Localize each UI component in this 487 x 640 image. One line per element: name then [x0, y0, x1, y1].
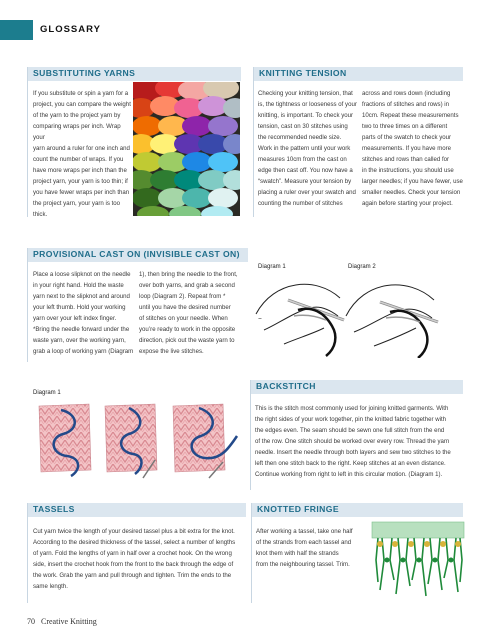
knotted-fringe-heading: KNOTTED FRINGE	[257, 504, 339, 514]
divider	[27, 503, 28, 603]
provisional-cast-on-heading: PROVISIONAL CAST ON (INVISIBLE CAST ON)	[33, 249, 240, 259]
knitting-tension-text-col2: across and rows down (including fractions of stitches and rows) in 10cm. Repeat these measurements two to three times on a different parts of the swatch to check your measurements. If you have more stitches and rows than called for in the instructions, you should use larger needles; if you have fewer, use smaller needles. Check your tension again before starting your project.	[362, 90, 463, 207]
page-title: GLOSSARY	[40, 24, 101, 35]
substituting-yarns-heading-bar	[27, 67, 241, 81]
backstitch-diagram-1	[33, 400, 243, 480]
tassels-heading: TASSELS	[33, 504, 75, 514]
provisional-cast-on-heading-bar	[27, 248, 248, 262]
knitting-tension-heading: KNITTING TENSION	[259, 68, 347, 78]
knotted-fringe-text: After working a tassel, take one half of the strands from each tassel and knot them with half the strands from the neighbouring tassel. Trim.	[256, 528, 353, 568]
yarn-skeins-photo	[133, 82, 240, 216]
divider	[250, 380, 251, 490]
provisional-diagram-1	[254, 272, 346, 358]
header-accent-tab	[0, 20, 33, 40]
provisional-diagram-2-label: Diagram 2	[348, 264, 376, 270]
provisional-cast-on-text-col2: 1), then bring the needle to the front, over both yarns, and grab a second loop (Diagram 2). Repeat from * until you have the desired number of stitches on your needle. When you’re ready to work in the opposite direction, pick out the waste yarn to expose the live stitches.	[139, 271, 238, 355]
substituting-yarns-text: If you substitute or spin a yarn for a project, you can compare the weight of the yarn to the project yarn by comparing wraps per inch. Wrap your yarn around a ruler for one inch and count the number of wraps. If you have more wraps per inch than the project yarn, your yarn is too thin; if you have fewer wraps per inch than the project yarn, your yarn is too thick.	[33, 90, 131, 218]
svg-text:⌢: ⌢	[258, 316, 262, 322]
knotted-fringe-illustration	[370, 520, 466, 606]
backstitch-text: This is the stitch most commonly used for joining knitted garments. With the right sides of your work together, pin the knitted fabric together with the edges even. The seam should be sewn one full stitch from the end of the row. One stitch should be worked over every row. Thread the yarn needle. Insert the needle through both layers and sew two stitches to the left then one stitch back to the right. Keep stitches at an even distance. Continue working from right to left in this circular motion. (Diagram 1).	[255, 405, 451, 478]
knotted-fringe-heading-bar	[251, 503, 463, 517]
divider	[253, 67, 254, 217]
tassels-text: Cut yarn twice the length of your desired tassel plus a bit extra for the knot. According to the desired thickness of the tassel, select a number of lengths of yarn. Fold the lengths of yarn in half over a crochet hook. On the wrong side, insert the crochet hook from the front to the back through the edge of the work. Grab the yarn and pull through and tighten. Trim the ends to the same length.	[33, 528, 236, 590]
page-number: 70	[27, 617, 35, 626]
divider	[251, 503, 252, 603]
backstitch-heading-bar	[250, 380, 463, 394]
backstitch-heading: BACKSTITCH	[256, 381, 316, 391]
magazine-name: Creative Knitting	[41, 617, 97, 626]
divider	[27, 248, 28, 362]
backstitch-diagram-1-label: Diagram 1	[33, 390, 61, 396]
provisional-cast-on-text-col1: Place a loose slipknot on the needle in your right hand. Hold the waste yarn next to the slipknot and around your left thumb. Hold your working yarn over your left index finger. *Bring the needle forward under the waste yarn, over the working yarn, grab a loop of working yarn (Diagram	[33, 271, 134, 355]
knitting-tension-heading-bar	[253, 67, 463, 81]
divider	[27, 67, 28, 217]
substituting-yarns-heading: SUBSTITUTING YARNS	[33, 68, 136, 78]
provisional-diagram-2	[344, 272, 440, 358]
provisional-diagram-1-label: Diagram 1	[258, 264, 286, 270]
tassels-heading-bar	[27, 503, 246, 517]
knitting-tension-text-col1: Checking your knitting tension, that is, the tightness or looseness of your knitting, is important. To check your tension, cast on 30 stitches using the recommended needle size. Work in the pattern until your work measures 10cm from the cast on edge then cast off. You now have a “swatch”. Measure your tension by placing a ruler over your swatch and counting the number of stitches	[258, 90, 357, 207]
